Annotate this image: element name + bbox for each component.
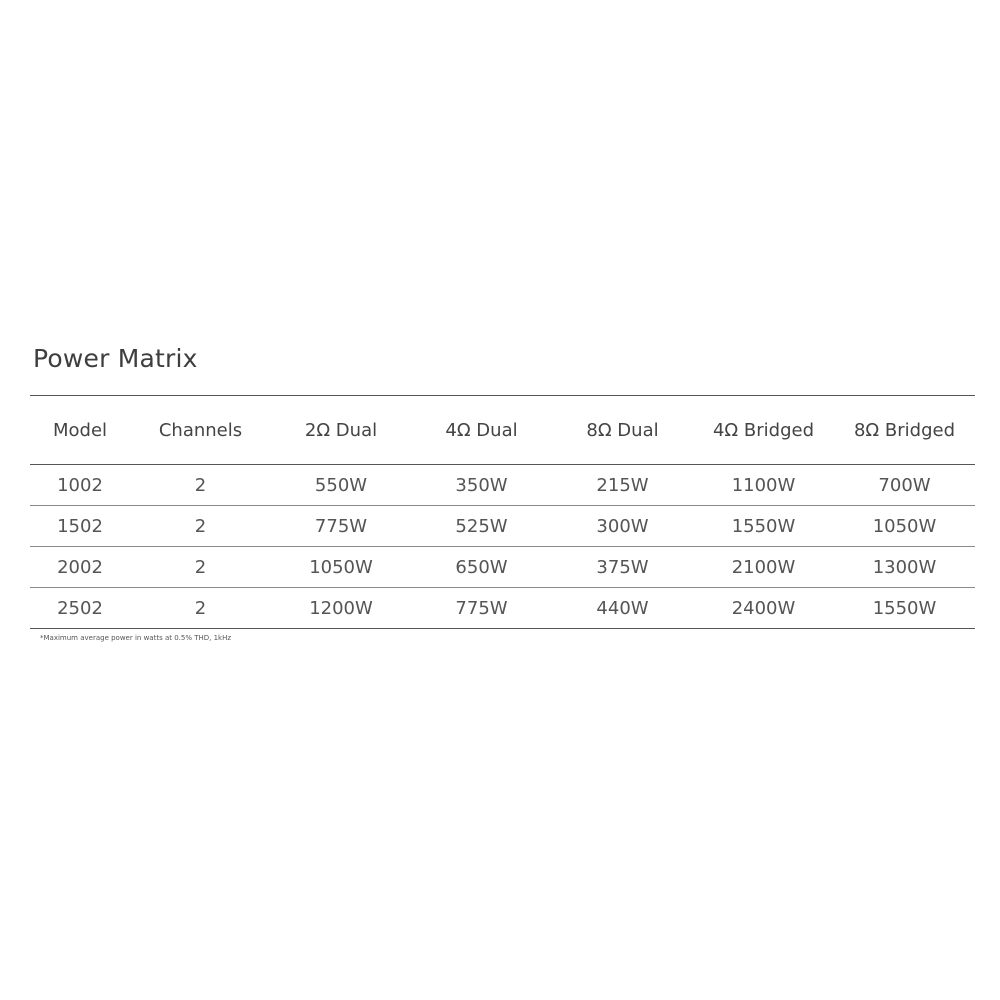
column-header-channels: Channels bbox=[130, 396, 271, 465]
cell-8ohm-dual: 215W bbox=[552, 465, 693, 506]
cell-channels: 2 bbox=[130, 547, 271, 588]
cell-8ohm-bridged: 700W bbox=[834, 465, 975, 506]
cell-model: 1002 bbox=[30, 465, 130, 506]
table-row bbox=[30, 465, 975, 506]
column-header-4ohm-dual: 4Ω Dual bbox=[411, 396, 552, 465]
table-row bbox=[30, 588, 975, 629]
cell-4ohm-dual: 525W bbox=[411, 506, 552, 547]
cell-model: 1502 bbox=[30, 506, 130, 547]
cell-4ohm-bridged: 2100W bbox=[693, 547, 834, 588]
column-header-4ohm-bridged: 4Ω Bridged bbox=[693, 396, 834, 465]
cell-4ohm-dual: 650W bbox=[411, 547, 552, 588]
cell-2ohm-dual: 1050W bbox=[271, 547, 411, 588]
cell-8ohm-bridged: 1550W bbox=[834, 588, 975, 629]
cell-4ohm-bridged: 2400W bbox=[693, 588, 834, 629]
cell-8ohm-bridged: 1300W bbox=[834, 547, 975, 588]
table-row bbox=[30, 547, 975, 588]
cell-4ohm-bridged: 1550W bbox=[693, 506, 834, 547]
cell-model: 2502 bbox=[30, 588, 130, 629]
cell-8ohm-dual: 440W bbox=[552, 588, 693, 629]
table-row bbox=[30, 506, 975, 547]
table-header-row bbox=[30, 396, 975, 465]
cell-8ohm-dual: 375W bbox=[552, 547, 693, 588]
cell-8ohm-bridged: 1050W bbox=[834, 506, 975, 547]
cell-model: 2002 bbox=[30, 547, 130, 588]
column-header-2ohm-dual: 2Ω Dual bbox=[271, 396, 411, 465]
cell-2ohm-dual: 1200W bbox=[271, 588, 411, 629]
cell-2ohm-dual: 775W bbox=[271, 506, 411, 547]
cell-8ohm-dual: 300W bbox=[552, 506, 693, 547]
cell-4ohm-bridged: 1100W bbox=[693, 465, 834, 506]
page-title: Power Matrix bbox=[33, 344, 198, 373]
column-header-8ohm-bridged: 8Ω Bridged bbox=[834, 396, 975, 465]
cell-channels: 2 bbox=[130, 588, 271, 629]
column-header-8ohm-dual: 8Ω Dual bbox=[552, 396, 693, 465]
power-matrix-table bbox=[30, 395, 975, 629]
column-header-model: Model bbox=[30, 396, 130, 465]
cell-channels: 2 bbox=[130, 465, 271, 506]
footnote: *Maximum average power in watts at 0.5% THD, 1kHz bbox=[40, 634, 232, 642]
cell-2ohm-dual: 550W bbox=[271, 465, 411, 506]
cell-4ohm-dual: 775W bbox=[411, 588, 552, 629]
cell-channels: 2 bbox=[130, 506, 271, 547]
cell-4ohm-dual: 350W bbox=[411, 465, 552, 506]
